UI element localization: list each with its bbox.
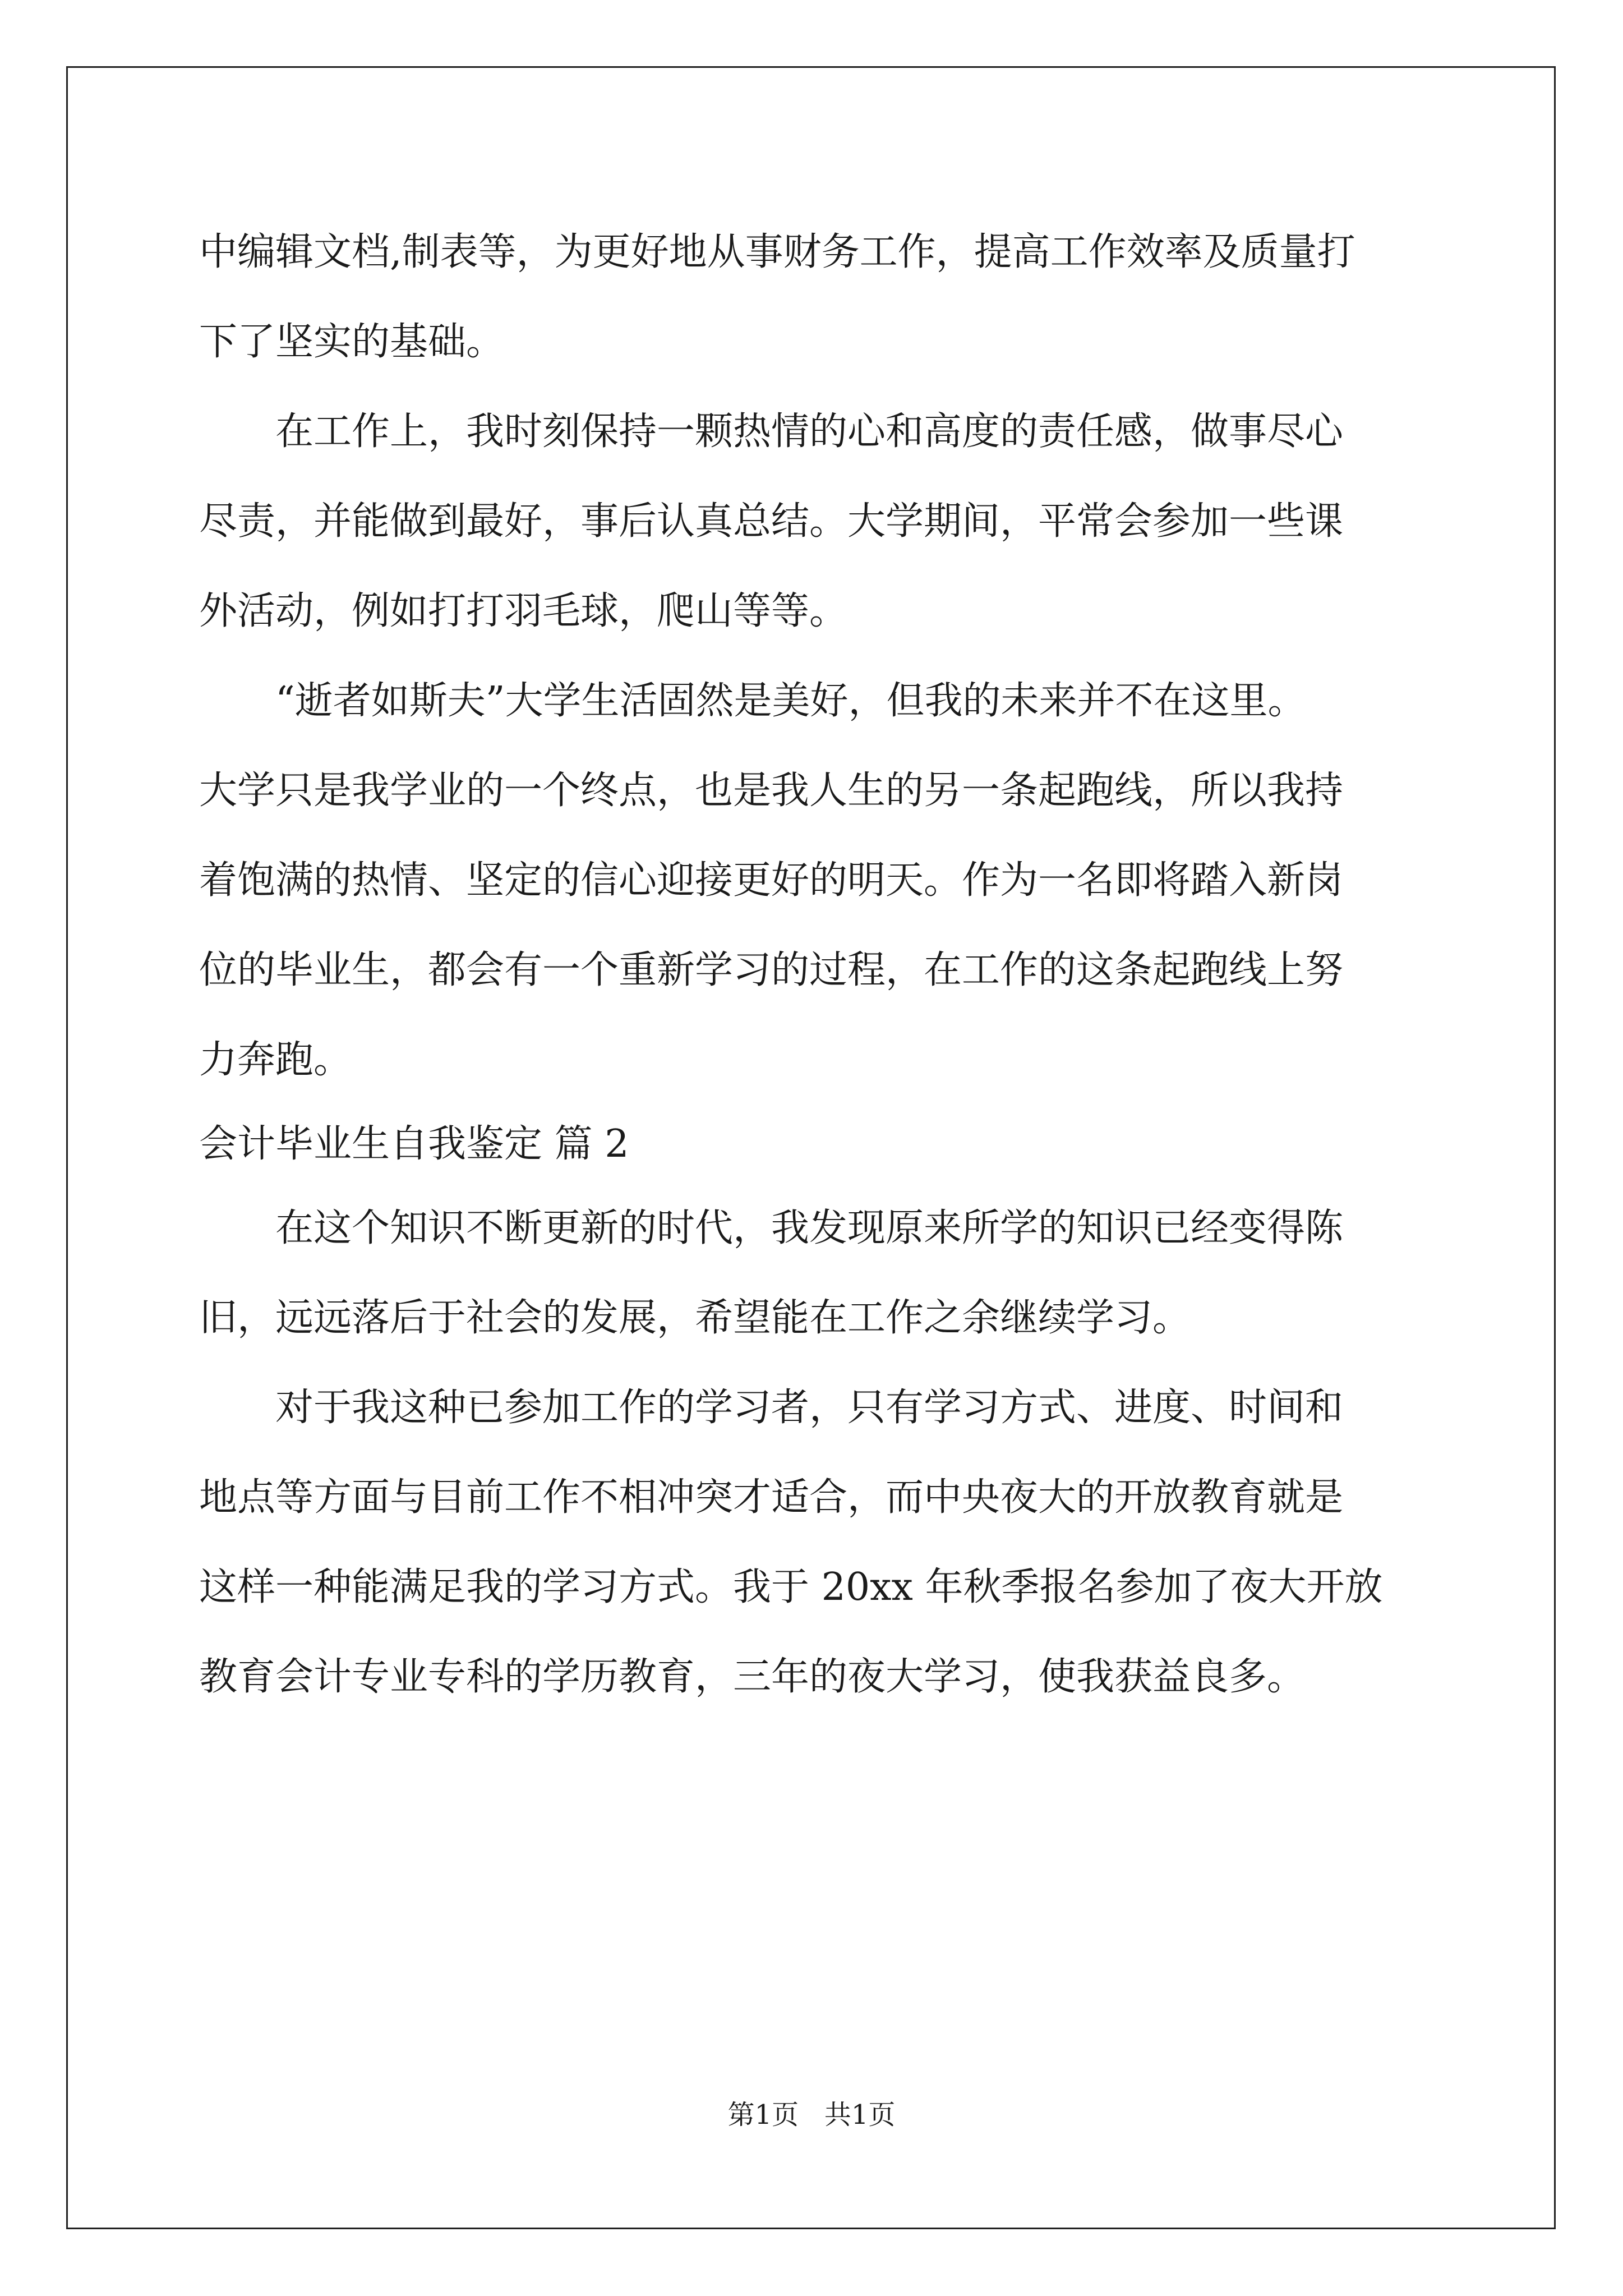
paragraph-start-line: 在这个知识不断更新的时代，我发现原来所学的知识已经变得陈 <box>275 1206 1344 1250</box>
text-line: 位的毕业生，都会有一个重新学习的过程，在工作的这条起跑线上努 <box>199 948 1344 992</box>
text-line: 地点等方面与目前工作不相冲突才适合，而中央夜大的开放教育就是 <box>199 1475 1344 1520</box>
text-line: 外活动，例如打打羽毛球，爬山等等。 <box>199 589 848 633</box>
text-line: 下了坚实的基础。 <box>199 320 505 364</box>
text-line: 力奔跑。 <box>199 1038 352 1082</box>
text-line: 着饱满的热情、坚定的信心迎接更好的明天。作为一名即将踏入新岗 <box>199 858 1344 903</box>
text-line: 这样一种能满足我的学习方式。我于 20xx 年秋季报名参加了夜大开放 <box>199 1565 1383 1609</box>
text-line: 教育会计专业专科的学历教育，三年的夜大学习，使我获益良多。 <box>199 1655 1306 1699</box>
paragraph-start-line: “逝者如斯夫”大学生活固然是美好，但我的未来并不在这里。 <box>275 679 1306 723</box>
text-line: 中编辑文档,制表等，为更好地从事财务工作，提高工作效率及质量打 <box>199 230 1355 274</box>
page-footer: 第1页 共1页 <box>727 2099 896 2131</box>
text-line: 大学只是我学业的一个终点，也是我人生的另一条起跑线，所以我持 <box>199 769 1344 813</box>
paragraph-start-line: 在工作上，我时刻保持一颗热情的心和高度的责任感，做事尽心 <box>275 409 1344 454</box>
paragraph-start-line: 对于我这种已参加工作的学习者，只有学习方式、进度、时间和 <box>275 1386 1344 1430</box>
section-heading: 会计毕业生自我鉴定 篇 2 <box>199 1122 629 1166</box>
text-line: 旧，远远落后于社会的发展，希望能在工作之余继续学习。 <box>199 1296 1191 1340</box>
text-line: 尽责，并能做到最好，事后认真总结。大学期间，平常会参加一些课 <box>199 499 1344 544</box>
document-body <box>199 208 1424 1722</box>
